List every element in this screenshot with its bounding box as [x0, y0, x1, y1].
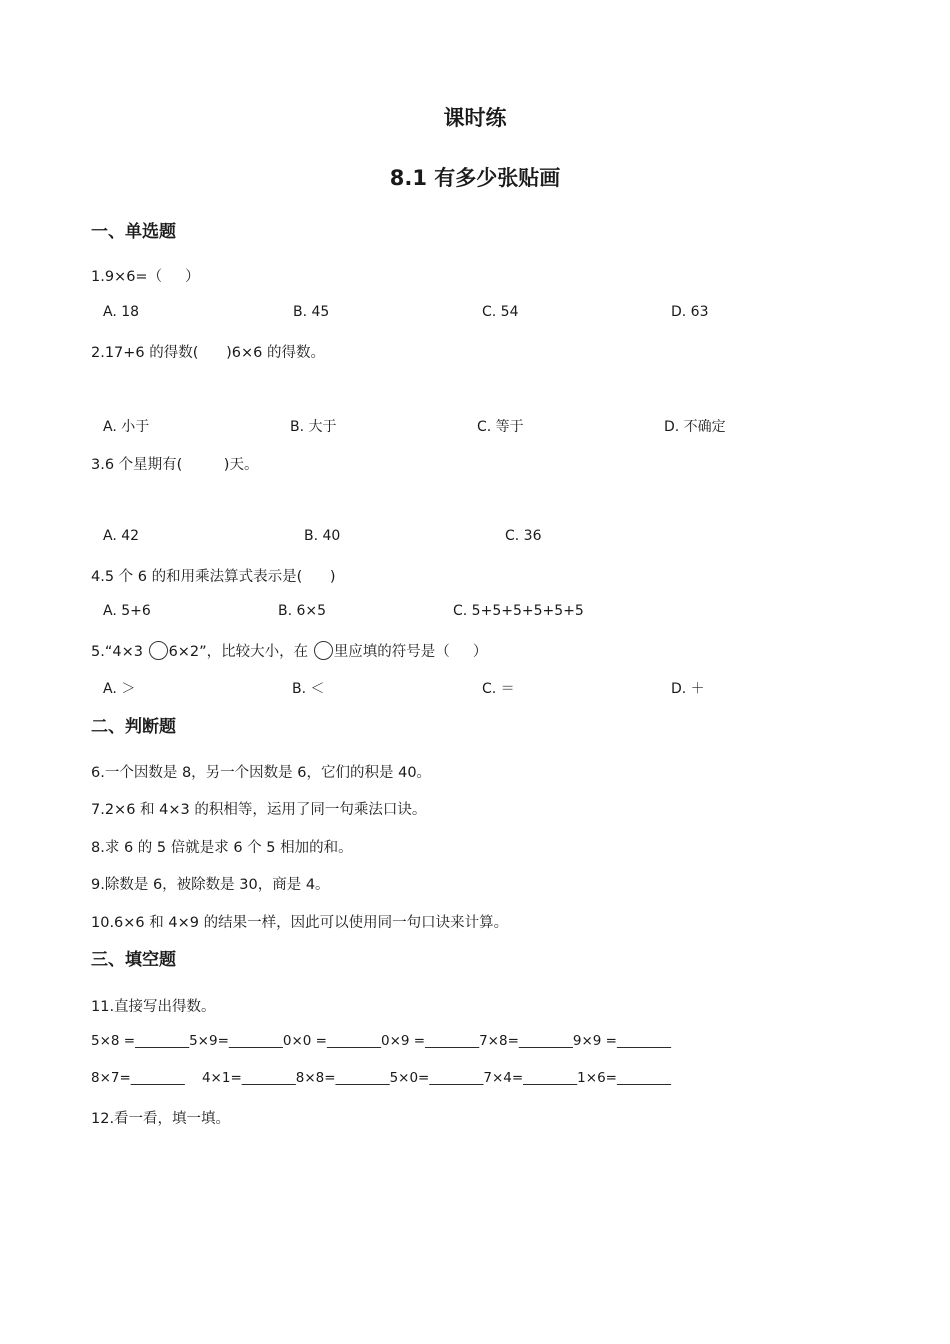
question-9: 9.除数是 6，被除数是 30，商是 4。 [91, 877, 330, 893]
q2-option-a: A. 小于 [103, 419, 150, 435]
q3-option-c: C. 36 [505, 528, 542, 544]
question-11: 11.直接写出得数。 [91, 999, 216, 1015]
question-4: 4.5 个 6 的和用乘法算式表示是( ) [91, 569, 336, 585]
q2-option-c: C. 等于 [477, 419, 524, 435]
q5-stem-part-3: 里应填的符号是（ ） [333, 644, 488, 660]
q11-row-1: 5×8 =________5×9=________0×0 =________0×9 =________7×8=________9×9 =________ [91, 1033, 671, 1049]
q5-stem-part-2: 6×2”，比较大小，在 [168, 644, 313, 660]
q4-option-b: B. 6×5 [278, 603, 327, 619]
q4-option-a: A. 5+6 [103, 603, 151, 619]
question-6: 6.一个因数是 8，另一个因数是 6，它们的积是 40。 [91, 765, 432, 781]
q1-option-d: D. 63 [671, 304, 709, 320]
q1-option-b: B. 45 [293, 304, 330, 320]
lesson-title: 8.1 有多少张贴画 [389, 166, 561, 190]
question-8: 8.求 6 的 5 倍就是求 6 个 5 相加的和。 [91, 840, 353, 856]
q1-option-c: C. 54 [482, 304, 519, 320]
section-heading-fill-blank: 三、填空题 [91, 950, 176, 970]
question-10: 10.6×6 和 4×9 的结果一样，因此可以使用同一句口诀来计算。 [91, 915, 509, 931]
q11-row-2: 8×7=________ 4×1=________8×8=________5×0=________7×4=________1×6=________ [91, 1070, 671, 1086]
comparison-circle-icon [149, 641, 168, 660]
q5-option-c: C. ＝ [482, 681, 515, 697]
question-3: 3.6 个星期有( )天。 [91, 457, 259, 473]
q1-option-a: A. 18 [103, 304, 140, 320]
q5-stem-part-1: 5.“4×3 [91, 644, 148, 660]
q3-option-b: B. 40 [304, 528, 341, 544]
question-12: 12.看一看，填一填。 [91, 1111, 231, 1127]
question-2: 2.17+6 的得数( )6×6 的得数。 [91, 345, 325, 361]
q2-option-d: D. 不确定 [664, 419, 726, 435]
q5-option-b: B. ＜ [292, 681, 325, 697]
q4-option-c: C. 5+5+5+5+5+5 [453, 603, 584, 619]
comparison-circle-icon [314, 641, 333, 660]
section-heading-true-false: 二、判断题 [91, 717, 176, 737]
question-1: 1.9×6=（ ） [91, 269, 200, 285]
q3-option-a: A. 42 [103, 528, 140, 544]
q5-option-d: D. ＋ [671, 681, 705, 697]
q2-option-b: B. 大于 [290, 419, 337, 435]
section-heading-single-choice: 一、单选题 [91, 222, 176, 242]
question-7: 7.2×6 和 4×3 的积相等，运用了同一句乘法口诀。 [91, 802, 427, 818]
page-title: 课时练 [443, 106, 507, 130]
question-5 [91, 640, 487, 661]
q5-option-a: A. ＞ [103, 681, 136, 697]
